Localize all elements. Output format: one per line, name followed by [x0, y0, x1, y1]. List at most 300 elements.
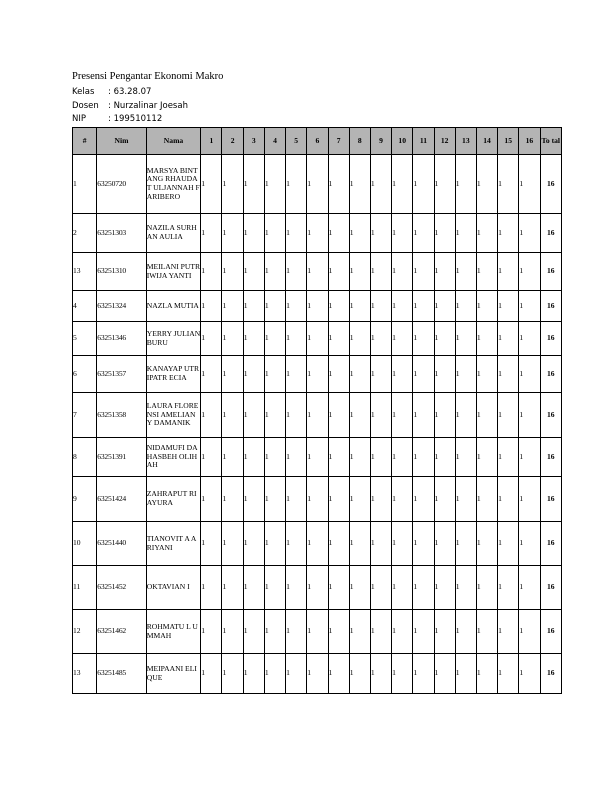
- kelas-value: : 63.28.07: [108, 87, 152, 97]
- attendance-cell: 1: [519, 356, 540, 393]
- attendance-cell: 1: [307, 356, 328, 393]
- attendance-cell: 1: [264, 522, 285, 566]
- attendance-cell: 1: [476, 356, 497, 393]
- attendance-cell: 1: [476, 322, 497, 356]
- attendance-cell: 1: [455, 155, 476, 214]
- attendance-cell: 1: [286, 654, 307, 694]
- attendance-cell: 1: [349, 654, 370, 694]
- attendance-cell: 1: [349, 477, 370, 522]
- attendance-cell: 1: [264, 654, 285, 694]
- attendance-cell: 1: [264, 566, 285, 610]
- attendance-cell: 1: [328, 438, 349, 477]
- attendance-cell: 1: [201, 566, 222, 610]
- attendance-cell: 1: [243, 356, 264, 393]
- attendance-cell: 1: [370, 393, 391, 438]
- nim-cell: 63251462: [97, 610, 147, 654]
- attendance-cell: 1: [413, 654, 434, 694]
- attendance-cell: 1: [455, 356, 476, 393]
- attendance-cell: 1: [243, 477, 264, 522]
- total-cell: 16: [540, 522, 561, 566]
- attendance-cell: 1: [392, 356, 413, 393]
- total-cell: 16: [540, 322, 561, 356]
- name-cell: LAURA FLORENSI AMELIANY DAMANIK: [146, 393, 201, 438]
- attendance-cell: 1: [201, 291, 222, 322]
- attendance-cell: 1: [413, 566, 434, 610]
- attendance-cell: 1: [307, 566, 328, 610]
- column-header: 15: [498, 128, 519, 155]
- row-number: 13: [73, 253, 97, 291]
- attendance-cell: 1: [434, 214, 455, 253]
- attendance-cell: 1: [498, 356, 519, 393]
- attendance-cell: 1: [307, 610, 328, 654]
- column-header: #: [73, 128, 97, 155]
- total-cell: 16: [540, 291, 561, 322]
- attendance-cell: 1: [349, 393, 370, 438]
- attendance-cell: 1: [243, 291, 264, 322]
- kelas-line: [72, 87, 151, 97]
- attendance-cell: 1: [519, 291, 540, 322]
- attendance-cell: 1: [455, 610, 476, 654]
- attendance-cell: 1: [243, 393, 264, 438]
- row-number: 5: [73, 322, 97, 356]
- attendance-cell: 1: [222, 322, 243, 356]
- attendance-cell: 1: [243, 566, 264, 610]
- name-cell: MEIPAANI ELIQUE: [146, 654, 201, 694]
- attendance-cell: 1: [434, 438, 455, 477]
- column-header: 9: [370, 128, 391, 155]
- table-row: [73, 155, 562, 214]
- nim-cell: 63251424: [97, 477, 147, 522]
- row-number: 8: [73, 438, 97, 477]
- attendance-cell: 1: [349, 214, 370, 253]
- attendance-cell: 1: [455, 214, 476, 253]
- attendance-cell: 1: [519, 566, 540, 610]
- attendance-cell: 1: [307, 155, 328, 214]
- attendance-cell: 1: [286, 522, 307, 566]
- attendance-cell: 1: [434, 322, 455, 356]
- attendance-cell: 1: [476, 393, 497, 438]
- attendance-cell: 1: [455, 654, 476, 694]
- attendance-cell: 1: [498, 291, 519, 322]
- nim-cell: 63250720: [97, 155, 147, 214]
- column-header: 13: [455, 128, 476, 155]
- attendance-cell: 1: [307, 522, 328, 566]
- attendance-cell: 1: [243, 654, 264, 694]
- attendance-cell: 1: [519, 610, 540, 654]
- attendance-cell: 1: [434, 477, 455, 522]
- column-header: 12: [434, 128, 455, 155]
- attendance-cell: 1: [476, 253, 497, 291]
- attendance-cell: 1: [243, 322, 264, 356]
- table-row: [73, 522, 562, 566]
- attendance-cell: 1: [201, 214, 222, 253]
- name-cell: NAZILA SURHAN AULIA: [146, 214, 201, 253]
- attendance-cell: 1: [498, 438, 519, 477]
- attendance-cell: 1: [201, 438, 222, 477]
- attendance-cell: 1: [264, 322, 285, 356]
- total-cell: 16: [540, 610, 561, 654]
- attendance-cell: 1: [328, 322, 349, 356]
- row-number: 10: [73, 522, 97, 566]
- attendance-cell: 1: [413, 322, 434, 356]
- attendance-cell: 1: [519, 522, 540, 566]
- column-header: 7: [328, 128, 349, 155]
- attendance-cell: 1: [498, 393, 519, 438]
- attendance-cell: 1: [201, 356, 222, 393]
- table-row: [73, 214, 562, 253]
- name-cell: NIDAMUFI DAHASBEH OLIHAH: [146, 438, 201, 477]
- attendance-cell: 1: [264, 610, 285, 654]
- attendance-cell: 1: [413, 155, 434, 214]
- table-row: [73, 654, 562, 694]
- attendance-cell: 1: [392, 438, 413, 477]
- attendance-cell: 1: [434, 566, 455, 610]
- attendance-cell: 1: [349, 253, 370, 291]
- column-header: 11: [413, 128, 434, 155]
- attendance-cell: 1: [328, 356, 349, 393]
- column-header: 6: [307, 128, 328, 155]
- name-cell: YERRY JULIAN BURU: [146, 322, 201, 356]
- attendance-cell: 1: [476, 522, 497, 566]
- attendance-cell: 1: [519, 438, 540, 477]
- attendance-cell: 1: [434, 393, 455, 438]
- attendance-cell: 1: [455, 522, 476, 566]
- nip-value: : 199510112: [108, 114, 163, 124]
- attendance-cell: 1: [434, 522, 455, 566]
- table-row: [73, 393, 562, 438]
- dosen-line: [72, 101, 188, 111]
- attendance-cell: 1: [370, 291, 391, 322]
- attendance-cell: 1: [264, 155, 285, 214]
- attendance-cell: 1: [413, 393, 434, 438]
- attendance-cell: 1: [307, 438, 328, 477]
- attendance-cell: 1: [222, 522, 243, 566]
- attendance-cell: 1: [286, 322, 307, 356]
- attendance-cell: 1: [498, 566, 519, 610]
- nim-cell: 63251346: [97, 322, 147, 356]
- attendance-cell: 1: [222, 155, 243, 214]
- nim-cell: 63251440: [97, 522, 147, 566]
- attendance-cell: 1: [476, 214, 497, 253]
- attendance-cell: 1: [243, 438, 264, 477]
- attendance-cell: 1: [434, 253, 455, 291]
- attendance-cell: 1: [413, 214, 434, 253]
- table-row: [73, 438, 562, 477]
- attendance-cell: 1: [476, 155, 497, 214]
- table-header: [73, 128, 562, 155]
- attendance-cell: 1: [349, 610, 370, 654]
- attendance-cell: 1: [201, 522, 222, 566]
- column-header: 16: [519, 128, 540, 155]
- nim-cell: 63251324: [97, 291, 147, 322]
- attendance-cell: 1: [413, 253, 434, 291]
- nim-cell: 63251358: [97, 393, 147, 438]
- attendance-cell: 1: [243, 214, 264, 253]
- nim-cell: 63251391: [97, 438, 147, 477]
- attendance-cell: 1: [264, 214, 285, 253]
- attendance-cell: 1: [286, 155, 307, 214]
- attendance-cell: 1: [264, 393, 285, 438]
- nim-cell: 63251452: [97, 566, 147, 610]
- table-row: [73, 322, 562, 356]
- attendance-cell: 1: [434, 654, 455, 694]
- attendance-cell: 1: [286, 356, 307, 393]
- table-row: [73, 610, 562, 654]
- total-cell: 16: [540, 214, 561, 253]
- attendance-cell: 1: [370, 253, 391, 291]
- total-cell: 16: [540, 356, 561, 393]
- column-header: To tal: [540, 128, 561, 155]
- attendance-cell: 1: [519, 253, 540, 291]
- attendance-cell: 1: [519, 393, 540, 438]
- attendance-cell: 1: [307, 654, 328, 694]
- row-number: 11: [73, 566, 97, 610]
- column-header: 4: [264, 128, 285, 155]
- attendance-cell: 1: [370, 438, 391, 477]
- nip-line: [72, 114, 162, 124]
- attendance-cell: 1: [370, 155, 391, 214]
- attendance-cell: 1: [476, 654, 497, 694]
- nim-cell: 63251357: [97, 356, 147, 393]
- attendance-cell: 1: [413, 438, 434, 477]
- attendance-cell: 1: [201, 477, 222, 522]
- attendance-cell: 1: [455, 477, 476, 522]
- attendance-cell: 1: [201, 393, 222, 438]
- attendance-cell: 1: [286, 438, 307, 477]
- row-number: 2: [73, 214, 97, 253]
- attendance-cell: 1: [413, 610, 434, 654]
- row-number: 12: [73, 610, 97, 654]
- attendance-cell: 1: [455, 322, 476, 356]
- nim-cell: 63251485: [97, 654, 147, 694]
- attendance-cell: 1: [370, 610, 391, 654]
- attendance-cell: 1: [476, 610, 497, 654]
- attendance-cell: 1: [286, 214, 307, 253]
- attendance-cell: 1: [286, 291, 307, 322]
- table-row: [73, 253, 562, 291]
- name-cell: TIANOVIT A ARIYANI: [146, 522, 201, 566]
- row-number: 9: [73, 477, 97, 522]
- attendance-cell: 1: [476, 566, 497, 610]
- attendance-cell: 1: [370, 566, 391, 610]
- attendance-cell: 1: [476, 438, 497, 477]
- column-header: 2: [222, 128, 243, 155]
- attendance-cell: 1: [328, 253, 349, 291]
- attendance-cell: 1: [307, 291, 328, 322]
- attendance-cell: 1: [392, 654, 413, 694]
- attendance-cell: 1: [201, 654, 222, 694]
- attendance-cell: 1: [264, 477, 285, 522]
- attendance-cell: 1: [434, 610, 455, 654]
- attendance-cell: 1: [392, 393, 413, 438]
- name-cell: MARSYA BINTANG RHAUDAT ULJANNAH FARIBERO: [146, 155, 201, 214]
- table-row: [73, 566, 562, 610]
- attendance-cell: 1: [498, 253, 519, 291]
- attendance-cell: 1: [498, 214, 519, 253]
- column-header: 8: [349, 128, 370, 155]
- name-cell: KANAYAP UTRIPATR ECIA: [146, 356, 201, 393]
- attendance-cell: 1: [392, 291, 413, 322]
- attendance-cell: 1: [328, 566, 349, 610]
- attendance-cell: 1: [434, 155, 455, 214]
- attendance-cell: 1: [455, 291, 476, 322]
- total-cell: 16: [540, 566, 561, 610]
- attendance-cell: 1: [349, 356, 370, 393]
- attendance-cell: 1: [328, 477, 349, 522]
- name-cell: NAZLA MUTIA: [146, 291, 201, 322]
- attendance-cell: 1: [264, 253, 285, 291]
- column-header: 1: [201, 128, 222, 155]
- attendance-cell: 1: [392, 253, 413, 291]
- attendance-cell: 1: [476, 477, 497, 522]
- attendance-cell: 1: [455, 566, 476, 610]
- attendance-cell: 1: [392, 610, 413, 654]
- table-row: [73, 356, 562, 393]
- attendance-cell: 1: [201, 155, 222, 214]
- attendance-cell: 1: [519, 477, 540, 522]
- attendance-cell: 1: [307, 477, 328, 522]
- attendance-cell: 1: [243, 610, 264, 654]
- attendance-cell: 1: [349, 291, 370, 322]
- attendance-cell: 1: [286, 566, 307, 610]
- attendance-cell: 1: [392, 214, 413, 253]
- attendance-cell: 1: [392, 155, 413, 214]
- total-cell: 16: [540, 155, 561, 214]
- attendance-cell: 1: [328, 393, 349, 438]
- attendance-cell: 1: [498, 610, 519, 654]
- column-header: 10: [392, 128, 413, 155]
- attendance-cell: 1: [370, 322, 391, 356]
- attendance-cell: 1: [413, 291, 434, 322]
- attendance-cell: 1: [307, 322, 328, 356]
- dosen-label: Dosen: [72, 101, 99, 111]
- attendance-cell: 1: [519, 214, 540, 253]
- dosen-value: : Nurzalinar Joesah: [108, 101, 188, 111]
- attendance-cell: 1: [264, 291, 285, 322]
- attendance-cell: 1: [222, 566, 243, 610]
- kelas-label: Kelas: [72, 87, 95, 97]
- attendance-cell: 1: [243, 253, 264, 291]
- attendance-cell: 1: [498, 522, 519, 566]
- attendance-cell: 1: [476, 291, 497, 322]
- nim-cell: 63251303: [97, 214, 147, 253]
- attendance-cell: 1: [307, 393, 328, 438]
- attendance-cell: 1: [328, 610, 349, 654]
- attendance-cell: 1: [243, 155, 264, 214]
- attendance-cell: 1: [498, 155, 519, 214]
- attendance-cell: 1: [201, 610, 222, 654]
- column-header: Nama: [146, 128, 201, 155]
- total-cell: 16: [540, 253, 561, 291]
- document-title: Presensi Pengantar Ekonomi Makro: [72, 71, 224, 82]
- table-row: [73, 477, 562, 522]
- total-cell: 16: [540, 654, 561, 694]
- header-row: [73, 128, 562, 155]
- table-body: [73, 155, 562, 694]
- attendance-cell: 1: [349, 322, 370, 356]
- total-cell: 16: [540, 393, 561, 438]
- attendance-cell: 1: [434, 356, 455, 393]
- column-header: 5: [286, 128, 307, 155]
- attendance-cell: 1: [222, 610, 243, 654]
- attendance-cell: 1: [413, 522, 434, 566]
- attendance-cell: 1: [498, 322, 519, 356]
- nim-cell: 63251310: [97, 253, 147, 291]
- attendance-cell: 1: [455, 393, 476, 438]
- attendance-cell: 1: [370, 477, 391, 522]
- attendance-cell: 1: [243, 522, 264, 566]
- attendance-cell: 1: [413, 356, 434, 393]
- total-cell: 16: [540, 438, 561, 477]
- attendance-cell: 1: [392, 322, 413, 356]
- attendance-cell: 1: [286, 253, 307, 291]
- name-cell: ZAHRAPUT RI AYURA: [146, 477, 201, 522]
- attendance-cell: 1: [286, 610, 307, 654]
- attendance-cell: 1: [328, 214, 349, 253]
- row-number: 7: [73, 393, 97, 438]
- attendance-cell: 1: [434, 291, 455, 322]
- attendance-cell: 1: [222, 477, 243, 522]
- attendance-cell: 1: [222, 253, 243, 291]
- attendance-cell: 1: [349, 155, 370, 214]
- attendance-cell: 1: [307, 214, 328, 253]
- attendance-cell: 1: [455, 438, 476, 477]
- attendance-cell: 1: [264, 438, 285, 477]
- row-number: 6: [73, 356, 97, 393]
- column-header: 14: [476, 128, 497, 155]
- row-number: 1: [73, 155, 97, 214]
- attendance-cell: 1: [519, 155, 540, 214]
- attendance-cell: 1: [519, 322, 540, 356]
- attendance-cell: 1: [370, 356, 391, 393]
- nip-label: NIP: [72, 114, 86, 124]
- attendance-cell: 1: [222, 291, 243, 322]
- row-number: 13: [73, 654, 97, 694]
- attendance-cell: 1: [222, 393, 243, 438]
- attendance-cell: 1: [498, 477, 519, 522]
- attendance-cell: 1: [222, 438, 243, 477]
- attendance-cell: 1: [328, 654, 349, 694]
- attendance-cell: 1: [201, 322, 222, 356]
- attendance-cell: 1: [392, 522, 413, 566]
- attendance-cell: 1: [201, 253, 222, 291]
- attendance-cell: 1: [370, 654, 391, 694]
- attendance-cell: 1: [328, 522, 349, 566]
- attendance-cell: 1: [392, 566, 413, 610]
- column-header: Nim: [97, 128, 147, 155]
- attendance-cell: 1: [392, 477, 413, 522]
- attendance-cell: 1: [307, 253, 328, 291]
- attendance-cell: 1: [349, 438, 370, 477]
- name-cell: MEILANI PUTRIWIJA YANTI: [146, 253, 201, 291]
- attendance-cell: 1: [286, 477, 307, 522]
- attendance-table: [72, 127, 562, 694]
- name-cell: OKTAVIAN I: [146, 566, 201, 610]
- attendance-cell: 1: [370, 522, 391, 566]
- attendance-cell: 1: [222, 214, 243, 253]
- attendance-cell: 1: [498, 654, 519, 694]
- attendance-cell: 1: [349, 566, 370, 610]
- attendance-cell: 1: [370, 214, 391, 253]
- attendance-cell: 1: [286, 393, 307, 438]
- attendance-cell: 1: [328, 291, 349, 322]
- row-number: 4: [73, 291, 97, 322]
- table-row: [73, 291, 562, 322]
- attendance-cell: 1: [222, 654, 243, 694]
- column-header: 3: [243, 128, 264, 155]
- attendance-cell: 1: [264, 356, 285, 393]
- attendance-cell: 1: [349, 522, 370, 566]
